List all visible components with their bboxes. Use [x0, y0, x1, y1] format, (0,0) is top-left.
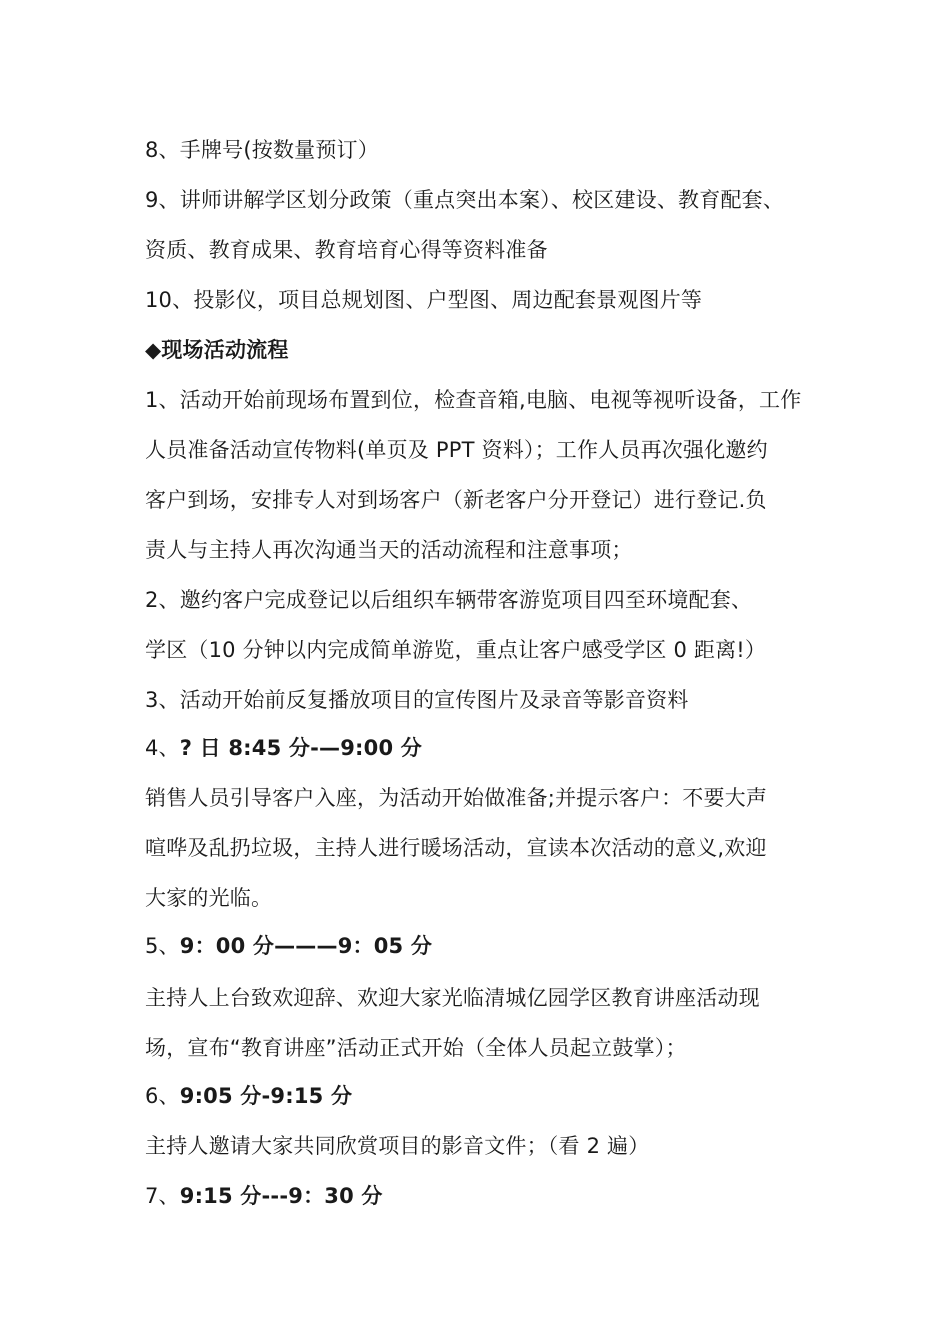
text-line-item-8: 8、手牌号(按数量预订） [145, 138, 379, 162]
text-line-step-4-body-1: 销售人员引导客户入座，为活动开始做准备;并提示客户：不要大声 [145, 786, 768, 810]
text-line-item-9-cont: 资质、教育成果、教育培育心得等资料准备 [145, 238, 548, 262]
time-heading-step-4: 4、? 日 8:45 分-—9:00 分 [145, 736, 422, 760]
text-line-step-5-body-2: 场，宣布“教育讲座”活动正式开始（全体人员起立鼓掌）； [145, 1036, 687, 1060]
text-line-step-2-cont: 学区（10 分钟以内完成简单游览，重点让客户感受学区 0 距离!） [145, 638, 767, 662]
text-line-step-5-body-1: 主持人上台致欢迎辞、欢迎大家光临清城亿园学区教育讲座活动现 [145, 986, 760, 1010]
time-heading-step-5: 5、9：00 分———9：05 分 [145, 934, 433, 958]
text-line-step-1-cont-2: 客户到场，安排专人对到场客户（新老客户分开登记）进行登记.负 [145, 488, 767, 512]
text-line-step-6-body: 主持人邀请大家共同欣赏项目的影音文件；（看 2 遍） [145, 1134, 650, 1158]
text-line-step-3: 3、活动开始前反复播放项目的宣传图片及录音等影音资料 [145, 688, 689, 712]
text-line-step-4-body-2: 喧哗及乱扔垃圾，主持人进行暖场活动，宣读本次活动的意义,欢迎 [145, 836, 767, 860]
text-line-step-1-cont-1: 人员准备活动宣传物料(单页及 PPT 资料）；工作人员再次强化邀约 [145, 438, 768, 462]
time-heading-step-6: 6、9:05 分-9:15 分 [145, 1084, 353, 1108]
text-line-step-1: 1、活动开始前现场布置到位，检查音箱,电脑、电视等视听设备，工作 [145, 388, 802, 412]
text-line-step-2: 2、邀约客户完成登记以后组织车辆带客游览项目四至环境配套、 [145, 588, 753, 612]
text-line-item-9: 9、讲师讲解学区划分政策（重点突出本案）、校区建设、教育配套、 [145, 188, 785, 212]
text-line-item-10: 10、投影仪，项目总规划图、户型图、周边配套景观图片等 [145, 288, 703, 312]
text-line-step-1-cont-3: 责人与主持人再次沟通当天的活动流程和注意事项； [145, 538, 633, 562]
section-heading: ◆现场活动流程 [145, 338, 289, 362]
text-line-step-4-body-3: 大家的光临。 [145, 886, 273, 910]
time-heading-step-7: 7、9:15 分---9：30 分 [145, 1184, 383, 1208]
